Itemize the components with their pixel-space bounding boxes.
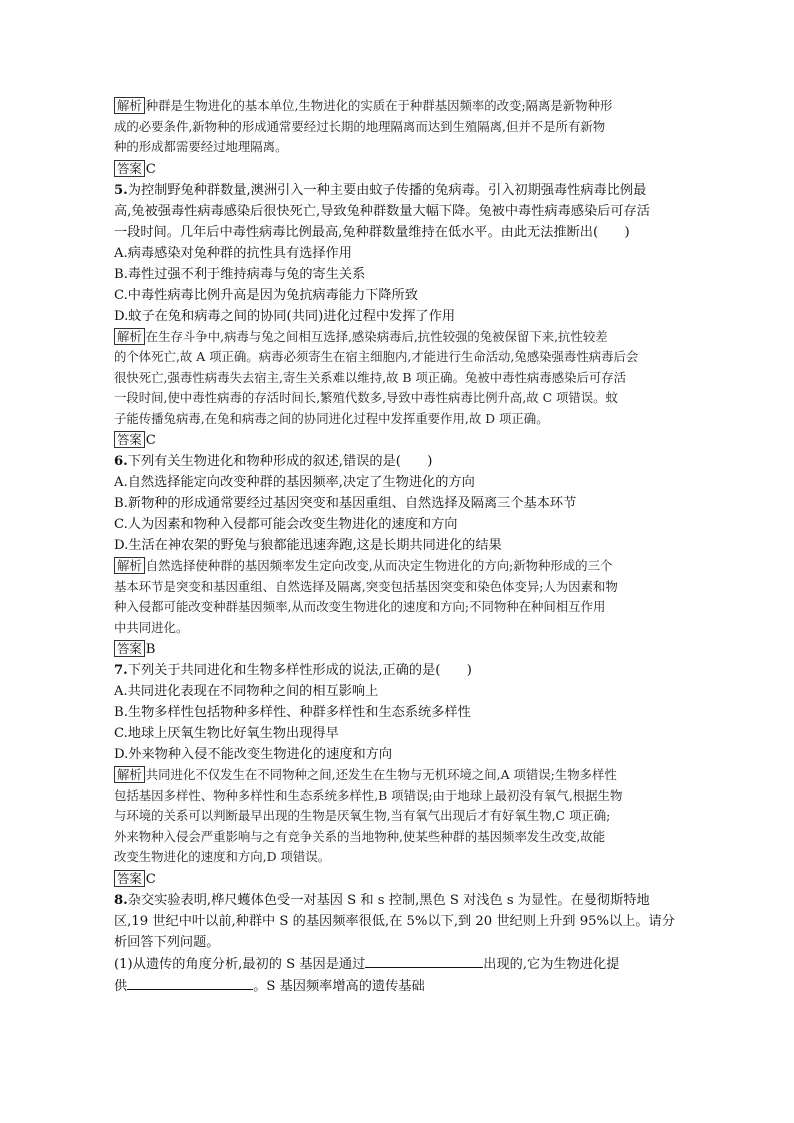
analysis-q5: 解析 在生存斗争中,病毒与兔之间相互选择,感染病毒后,抗性较强的兔被保留下来,抗性较差 xyxy=(114,327,680,348)
answer-q5: 答案 C xyxy=(114,430,680,451)
analysis-tag: 解析 xyxy=(114,766,145,783)
analysis-tag: 解析 xyxy=(114,97,145,114)
question-8: 8.杂交实验表明,桦尺蠖体色受一对基因 S 和 s 控制,黑色 S 对浅色 s 为显性。在曼彻斯特地 xyxy=(114,892,650,908)
option: C.中毒性病毒比例升高是因为兔抗病毒能力下降所致 xyxy=(114,287,418,303)
analysis-tag: 解析 xyxy=(114,557,145,574)
answer-q6: 答案 B xyxy=(114,639,680,660)
option: B.毒性过强不利于维持病毒与兔的寄生关系 xyxy=(114,266,366,282)
question-6: 6.下列有关生物进化和物种形成的叙述,错误的是( ) xyxy=(114,454,433,469)
option: D.外来物种入侵不能改变生物进化的速度和方向 xyxy=(114,747,393,762)
answer-tag: 答案 xyxy=(114,640,145,657)
option: B.生物多样性包括物种多样性、种群多样性和生态系统多样性 xyxy=(114,705,471,720)
option: B.新物种的形成通常要经过基因突变和基因重组、自然选择及隔离三个基本环节 xyxy=(114,496,577,511)
option: D.生活在神农架的野兔与狼都能迅速奔跑,这是长期共同进化的结果 xyxy=(114,538,502,553)
answer-q4: 答案 C xyxy=(114,159,680,180)
answer-q7: 答案 C xyxy=(114,869,680,890)
answer-tag: 答案 xyxy=(114,160,145,177)
option: A.共同进化表现在不同物种之间的相互影响上 xyxy=(114,684,379,699)
option: A.病毒感染对兔种群的抗性具有选择作用 xyxy=(114,245,352,261)
page-content: 解析 种群是生物进化的基本单位,生物进化的实质在于种群基因频率的改变;隔离是新物种形 成的必要条件,新物种的形成通常要经过长期的地理隔离而达到生殖隔离,但并不是所有新物 种的形成都需要经过地理隔离。 答案 C 5.为控制野兔种群数量,澳洲引入一种主要由蚊子传播的兔病毒。引入初期强毒性病毒比例最 高,兔被强毒性病毒感染后很快死亡,导致兔种群数量大幅下降。兔被中毒性病毒感染后可存活 一段时间。几年后中毒性病毒比例最高,兔种群数量维持在低水平。由此无法推断出( ) A.病毒感染对兔种群的抗性具有选择作用 B.毒性过强不利于维持病毒与兔的寄生关系 C.中毒性病毒比例升高是因为兔抗病毒能力下降所致 D.蚊子在兔和病毒之间的协同(共同)进化过程中发挥了作用 解析 在生存斗争中,病毒与兔之间相互选择,感染病毒后,抗性较强的兔被保留下来,抗性较差 的个体死亡,故 A 项正确。病毒必须寄生在宿主细胞内,才能进行生命活动,兔感染强毒性病毒后会 很快死亡,强毒性病毒失去宿主,寄生关系难以维持,故 B 项正确。兔被中毒性病毒感染后可存活 一段时间,使中毒性病毒的存活时间长,繁殖代数多,导致中毒性病毒比例升高,故 C 项错误。蚊 子能传播兔病毒,在兔和病毒之间的协同进化过程中发挥重要作用,故 D 项正确。 答案 C 6.下列有关生物进化和物种形成的叙述,错误的是( ) A.自然选择能定向改变种群的基因频率,决定了生物进化的方向 B.新物种的形成通常要经过基因突变和基因重组、自然选择及隔离三个基本环节 C.人为因素和物种入侵都可能会改变生物进化的速度和方向 D.生活在神农架的野兔与狼都能迅速奔跑,这是长期共同进化的结果 解析 自然选择使种群的基因频率发生定向改变,从而决定生物进化的方向;新物种形成的三个 基本环节是突变和基因重组、自然选择及隔离,突变包括基因突变和染色体变异;人为因素和物 种入侵都可能改变种群基因频率,从而改变生物进化的速度和方向;不同物种在种间相互作用 中共同进化。 答案 B 7.下列关于共同进化和生物多样性形成的说法,正确的是( ) A.共同进化表现在不同物种之间的相互影响上 B.生物多样性包括物种多样性、种群多样性和生态系统多样性 C.地球上厌氧生物比好氧生物出现得早 D.外来物种入侵不能改变生物进化的速度和方向 解析 共同进化不仅发生在不同物种之间,还发生在生物与无机环境之间,A 项错误;生物多样性 包括基因多样性、物种多样性和生态系统多样性,B 项错误;由于地球上最初没有氧气,根据生物 与环境的关系可以判断最早出现的生物是厌氧生物,当有氧气出现后才有好氧生物,C 项正确; 外来物种入侵会严重影响与之有竞争关系的当地物种,使某些种群的基因频率发生改变,故能 改变生物进化的速度和方向,D 项错误。 答案 C 8.杂交实验表明,桦尺蠖体色受一对基因 S 和 s 控制,黑色 S 对浅色 s 为显性。在曼彻斯特地 区,19 世纪中叶以前,种群中 S 的基因频率很低,在 5%以下,到 20 世纪则上升到 95%以上。请分 析回答下列问题。 (1)从遗传的角度分析,最初的 S 基因是通过 出现的,它为生物进化提 供 。S 基因频率增高的遗传基础 xyxy=(114,96,680,997)
option: C.地球上厌氧生物比好氧生物出现得早 xyxy=(114,726,339,741)
analysis-tag: 解析 xyxy=(114,328,145,345)
question-7: 7.下列关于共同进化和生物多样性形成的说法,正确的是( ) xyxy=(114,663,472,678)
analysis-q6: 解析 自然选择使种群的基因频率发生定向改变,从而决定生物进化的方向;新物种形成的三个 xyxy=(114,556,680,577)
analysis-q7: 解析 共同进化不仅发生在不同物种之间,还发生在生物与无机环境之间,A 项错误;生物多样性 xyxy=(114,765,680,786)
question-5: 5.为控制野兔种群数量,澳洲引入一种主要由蚊子传播的兔病毒。引入初期强毒性病毒比例最 xyxy=(114,182,647,198)
option: C.人为因素和物种入侵都可能会改变生物进化的速度和方向 xyxy=(114,517,458,532)
option: A.自然选择能定向改变种群的基因频率,决定了生物进化的方向 xyxy=(114,475,475,490)
option: D.蚊子在兔和病毒之间的协同(共同)进化过程中发挥了作用 xyxy=(114,308,456,324)
analysis-q4: 解析 种群是生物进化的基本单位,生物进化的实质在于种群基因频率的改变;隔离是新物种形 xyxy=(114,96,680,117)
answer-blank[interactable] xyxy=(365,953,483,968)
answer-tag: 答案 xyxy=(114,870,145,887)
answer-blank[interactable] xyxy=(127,975,253,990)
sub-question-1: (1)从遗传的角度分析,最初的 S 基因是通过 出现的,它为生物进化提 xyxy=(114,953,680,975)
answer-tag: 答案 xyxy=(114,431,145,448)
